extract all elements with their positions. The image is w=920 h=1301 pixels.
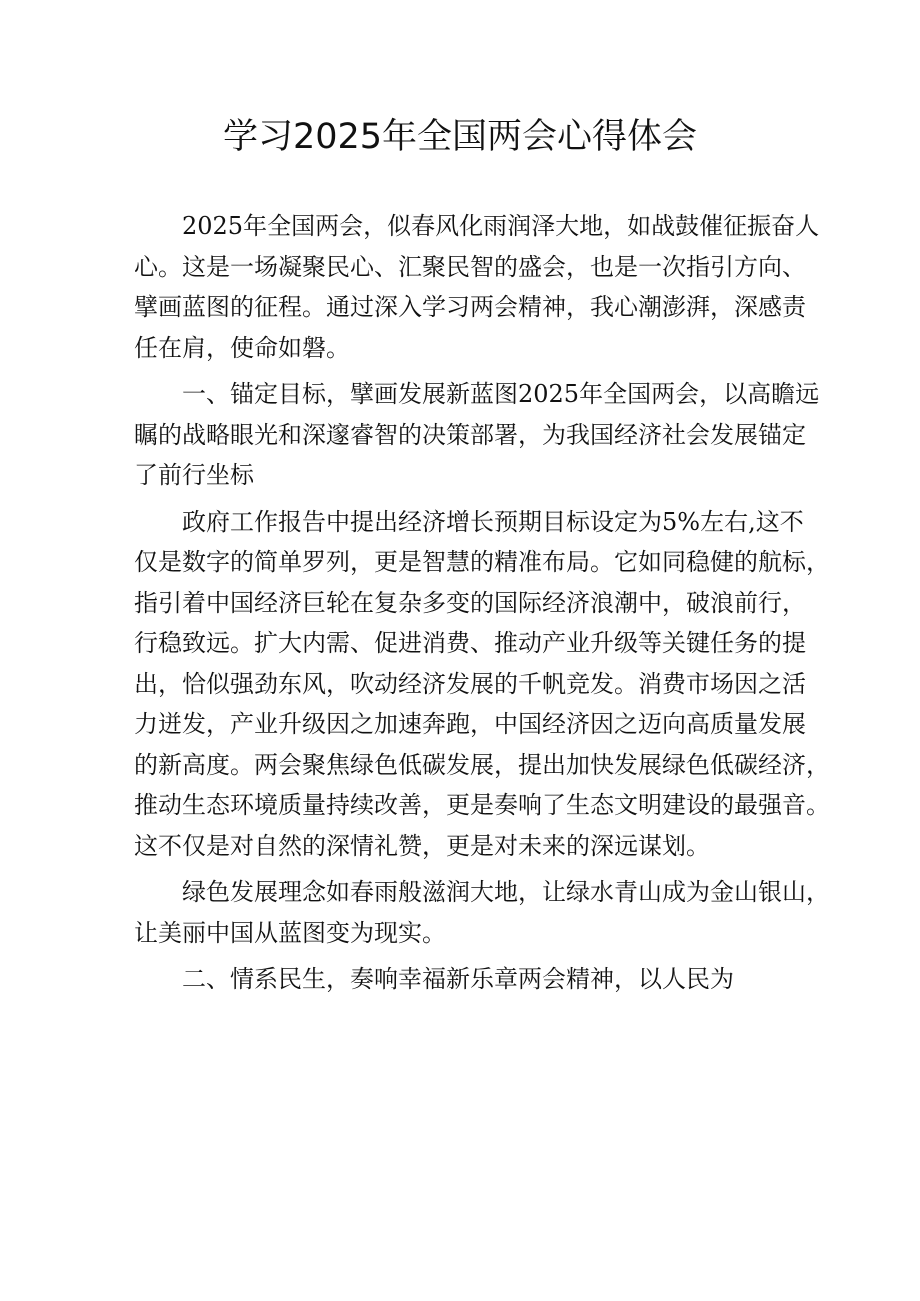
text-line: 任在肩，使命如磐。 — [134, 333, 350, 362]
text-line: 力迸发，产业升级因之加速奔跑，中国经济因之迈向高质量发展 — [134, 710, 806, 738]
text-line: 2025年全国两会，似春风化雨润泽大地，如战鼓催征振奋人 — [182, 212, 820, 240]
text-line: 的新高度。两会聚焦绿色低碳发展，提出加快发展绿色低碳经济， — [134, 750, 830, 779]
paragraph-section-one-heading — [134, 374, 820, 502]
text-line: 绿色发展理念如春雨般滋润大地，让绿水青山成为金山银山， — [182, 878, 830, 906]
text-line: 行稳致远。扩大内需、促进消费、推动产业升级等关键任务的提 — [134, 629, 806, 657]
text-line: 心。这是一场凝聚民心、汇聚民智的盛会，也是一次指引方向、 — [134, 252, 806, 281]
document-body — [134, 206, 830, 1006]
text-line: 出，恰似强劲东风，吹动经济发展的千帆竞发。消费市场因之活 — [134, 669, 806, 698]
paragraph-section-two-heading — [134, 959, 800, 1006]
document-title: 学习2025年全国两会心得体会 — [222, 117, 698, 157]
paragraph-government-report — [134, 502, 830, 873]
text-line: 一、锚定目标，擘画发展新蓝图2025年全国两会，以高瞻远 — [182, 380, 820, 408]
text-line: 二、情系民生，奏响幸福新乐章两会精神，以人民为 — [182, 965, 734, 993]
text-line: 让美丽中国从蓝图变为现实。 — [134, 918, 446, 947]
paragraph-green-development — [134, 872, 830, 959]
text-line: 政府工作报告中提出经济增长预期目标设定为5%左右,这不 — [182, 507, 804, 536]
text-line: 擘画蓝图的征程。通过深入学习两会精神，我心潮澎湃，深感责 — [134, 293, 806, 321]
text-line: 这不仅是对自然的深情礼赞，更是对未来的深远谋划。 — [134, 831, 710, 860]
text-line: 仅是数字的简单罗列，更是智慧的精准布局。它如同稳健的航标， — [134, 548, 830, 576]
text-line: 推动生态环境质量持续改善，更是奏响了生态文明建设的最强音。 — [134, 791, 830, 819]
text-line: 了前行坐标 — [134, 461, 254, 489]
paragraph-intro — [134, 206, 820, 374]
text-line: 瞩的战略眼光和深邃睿智的决策部署，为我国经济社会发展锚定 — [134, 420, 806, 449]
text-line: 指引着中国经济巨轮在复杂多变的国际经济浪潮中，破浪前行， — [134, 588, 806, 617]
